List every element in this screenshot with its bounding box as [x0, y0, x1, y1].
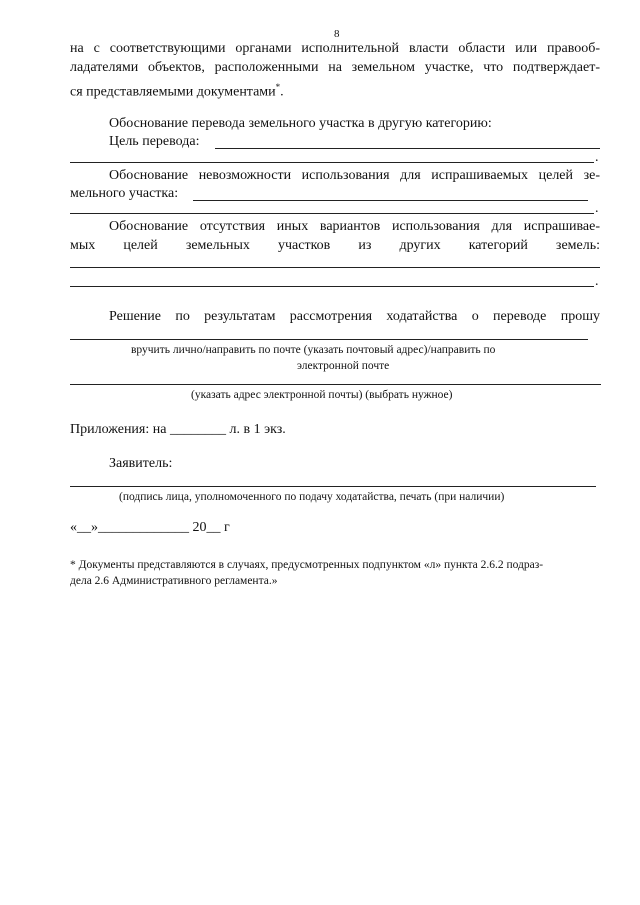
impossibility-line-1: Обоснование невозможности использования для испрашиваемых целей зе-: [109, 168, 600, 183]
alternatives-period: .: [595, 274, 599, 289]
signature-field-line[interactable]: [70, 486, 596, 487]
intro-line-1: на с соответствующими органами исполнительной власти области или правооб-: [70, 41, 600, 56]
email-hint: (указать адрес электронной почты) (выбрать нужное): [191, 389, 453, 401]
alternatives-field-line-2[interactable]: [70, 286, 594, 287]
attachments-sheets-field[interactable]: ________: [169, 422, 226, 437]
alternatives-field-line[interactable]: [70, 267, 600, 268]
email-field-line[interactable]: [70, 384, 601, 385]
decision-field-line[interactable]: [70, 339, 588, 340]
footnote-line-2: дела 2.6 Административного регламента.»: [70, 575, 278, 587]
purpose-label: Цель перевода:: [109, 134, 200, 149]
intro-line-3: ся представляемыми документами*.: [70, 82, 284, 100]
purpose-period: .: [595, 150, 599, 165]
intro-line-2: ладателями объектов, расположенными на земельном участке, что подтверждает-: [70, 60, 600, 75]
impossibility-field-line-2[interactable]: [70, 213, 594, 214]
purpose-field-line-2[interactable]: [70, 162, 594, 163]
impossibility-period: .: [595, 201, 599, 216]
attachments-suffix: л. в 1 экз.: [229, 422, 286, 437]
alternatives-line-2: мых целей земельных участков из других категорий земель:: [70, 238, 600, 253]
decision-text: Решение по результатам рассмотрения ходатайства о переводе прошу: [109, 309, 600, 324]
decision-hint-line-2: электронной почте: [297, 360, 390, 372]
footnote-line-1: * Документы представляются в случаях, предусмотренных подпунктом «л» пункта 2.6.2 подраз-: [70, 559, 544, 571]
impossibility-line-2: мельного участка:: [70, 186, 179, 201]
transfer-heading: Обоснование перевода земельного участка в другую категорию:: [109, 116, 492, 131]
page-number: 8: [334, 28, 340, 40]
alternatives-line-1: Обоснование отсутствия иных вариантов использования для испрашивае-: [109, 219, 600, 234]
impossibility-field-line[interactable]: [193, 200, 588, 201]
signature-hint: (подпись лица, уполномоченного по подачу ходатайства, печать (при наличии): [119, 491, 505, 503]
applicant-label: Заявитель:: [109, 456, 173, 471]
decision-hint-line-1: вручить лично/направить по почте (указать почтовый адрес)/направить по: [131, 344, 496, 356]
attachments-row: [70, 422, 286, 438]
footnote-mark: *: [275, 82, 281, 92]
attachments-label: Приложения: на: [70, 422, 167, 437]
purpose-field-line[interactable]: [215, 148, 600, 149]
date-field[interactable]: «__»_____________ 20__ г: [70, 520, 230, 535]
